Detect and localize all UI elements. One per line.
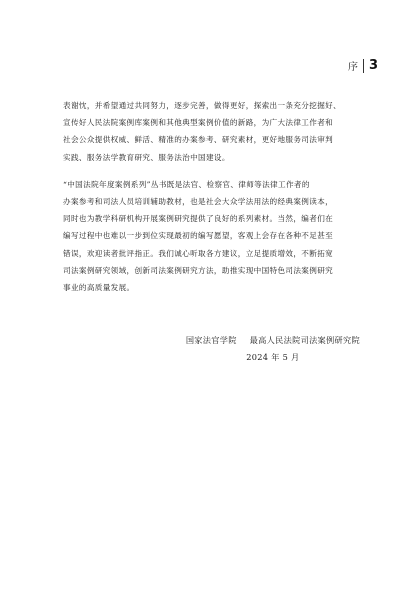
text-line: 表谢忱，并希望通过共同努力，逐步完善，做得更好，探索出一条充分挖掘好、 [63, 101, 342, 110]
section-label: 序 [347, 62, 358, 73]
page-header [348, 58, 378, 73]
signature-orgs [186, 332, 360, 348]
text-line: 宣传好人民法院案例库案例和其他典型案例价值的新路，为广大法律工作者和 [63, 118, 334, 128]
text-line: 司法案例研究领域，创新司法案例研究方法，助推实现中国特色司法案例研究 [63, 265, 334, 275]
text-line: 同时也为教学科研机构开展案例研究提供了良好的系列素材。当然，编者们在 [63, 214, 334, 224]
paragraph-2 [63, 176, 359, 296]
text-line: 社会公众提供权威、鲜活、精准的办案参考、研究素材，更好地服务司法审判 [63, 135, 334, 145]
text-line: 事业的高质量发展。 [63, 283, 135, 293]
header-divider [363, 59, 364, 73]
page-number: 3 [368, 58, 378, 73]
text-line: 实践、服务法学教育研究、服务法治中国建设。 [63, 152, 230, 162]
text-line: 错误，欢迎读者批评指正。我们诚心听取各方建议，立足提质增效，不断拓宽 [63, 248, 334, 258]
signature-org-1: 国家法官学院 [185, 335, 237, 345]
paragraph-1 [63, 97, 359, 166]
text-line: “中国法院年度案例系列”丛书既是法官、检察官、律师等法律工作者的 [63, 179, 310, 189]
text-line: 办案参考和司法人员培训辅助教材，也是社会大众学法用法的经典案例读本， [63, 197, 334, 207]
signature-date: 2024 年 5 月 [246, 352, 300, 362]
text-line: 编写过程中也难以一步到位实现最初的编写愿望，客观上会存在各种不足甚至 [63, 231, 334, 241]
signature-block [186, 332, 360, 365]
body-text [63, 97, 359, 296]
signature-org-2: 最高人民法院司法案例研究院 [249, 335, 360, 345]
